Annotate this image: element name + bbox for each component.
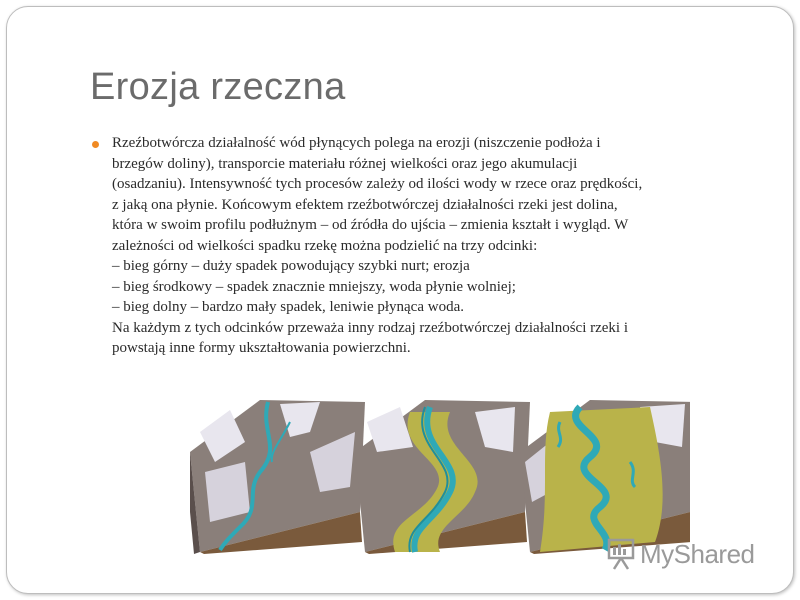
panel-upper-course [190,400,365,554]
text-line: zależności od wielkości spadku rzekę można podzielić na trzy odcinki: [112,237,538,254]
slide-body-text [112,133,762,359]
text-line: – bieg dolny – bardzo mały spadek, leniwie płynąca woda. [112,299,464,315]
text-line: Na każdym z tych odcinków przeważa inny rodzaj rzeźbotwórczej działalności rzeki i [112,319,629,336]
panel-middle-course [355,400,530,554]
text-line: brzegów doliny), transporcie materiału różnej wielkości oraz jego akumulacji [112,155,578,172]
text-line: która w swoim profilu podłużnym – od źródła do ujścia – zmienia kształt i wygląd. W [112,217,629,233]
text-line: – bieg środkowy – spadek znacznie mniejszy, woda płynie wolniej; [112,278,516,295]
text-line: (osadzaniu). Intensywność tych procesów zależy od ilości wody w rzece oraz prędkości, [112,176,643,192]
text-line: z jaką ona płynie. Końcowym efektem rzeźbotwórczej działalności rzeki jest dolina, [112,196,618,213]
text-line: powstają inne formy ukształtowania powierzchni. [112,340,411,356]
watermark [606,536,771,572]
presentation-board-icon [606,538,636,570]
bullet-icon [92,141,99,148]
watermark-text: MyShared [640,538,755,569]
text-line: Rzeźbotwórcza działalność wód płynących polega na erozji (niszczenie podłoża i [112,135,601,151]
text-line: – bieg górny – duży spadek powodujący szybki nurt; erozja [112,258,470,274]
panel-lower-course [520,400,690,554]
slide-title: Erozja rzeczna [90,66,346,108]
river-valley-illustration [190,392,690,554]
